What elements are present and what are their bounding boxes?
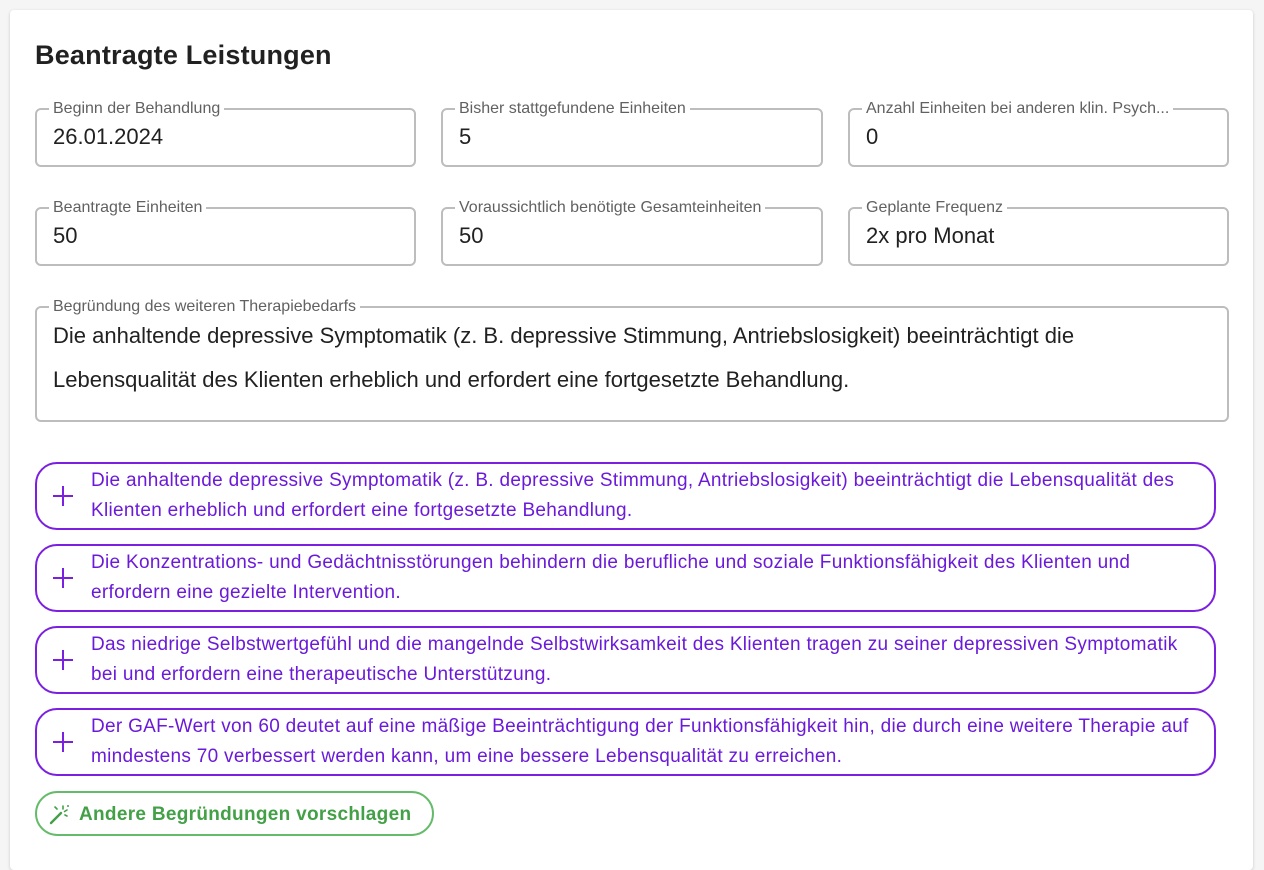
suggestion-chip[interactable]	[35, 544, 1216, 612]
start-date-label: Beginn der Behandlung	[49, 99, 224, 119]
suggestion-text: Der GAF-Wert von 60 deutet auf eine mäßige Beeinträchtigung der Funktionsfähigkeit hin, die durch eine weitere Therapie auf mindestens 70 verbessert werden kann, um eine bessere Lebensqualität zu erreichen.	[91, 716, 1189, 767]
requested-units-field[interactable]	[35, 199, 416, 266]
plus-icon	[51, 484, 75, 508]
plus-icon	[51, 730, 75, 754]
total-units-value[interactable]: 50	[459, 223, 484, 248]
completed-units-label: Bisher stattgefundene Einheiten	[455, 99, 690, 119]
plus-icon	[51, 648, 75, 672]
suggestion-chip[interactable]	[35, 462, 1216, 530]
other-psych-units-value[interactable]: 0	[866, 124, 879, 149]
justification-field[interactable]	[35, 298, 1229, 422]
frequency-label: Geplante Frequenz	[862, 198, 1007, 218]
section-title: Beantragte Leistungen	[35, 40, 332, 70]
suggestion-text: Die Konzentrations- und Gedächtnisstörungen behindern die berufliche und soziale Funktionsfähigkeit des Klienten und erfordern eine gezielte Intervention.	[91, 552, 1131, 603]
suggest-more-button[interactable]	[35, 791, 434, 836]
suggestion-chip[interactable]	[35, 708, 1216, 776]
justification-label: Begründung des weiteren Therapiebedarfs	[49, 297, 360, 317]
other-psych-units-label: Anzahl Einheiten bei anderen klin. Psych...	[862, 99, 1173, 119]
total-units-field[interactable]	[441, 199, 823, 266]
frequency-field[interactable]	[848, 199, 1229, 266]
requested-units-label: Beantragte Einheiten	[49, 198, 206, 218]
suggestion-text: Das niedrige Selbstwertgefühl und die mangelnde Selbstwirksamkeit des Klienten tragen zu seiner depressiven Symptomatik bei und erfordern eine therapeutische Unterstützung.	[91, 634, 1178, 685]
start-date-field[interactable]	[35, 100, 416, 167]
requested-units-value[interactable]: 50	[53, 223, 78, 248]
total-units-label: Voraussichtlich benötigte Gesamteinheiten	[455, 198, 765, 218]
start-date-value[interactable]: 26.01.2024	[53, 124, 164, 149]
other-psych-units-field[interactable]	[848, 100, 1229, 167]
frequency-value[interactable]: 2x pro Monat	[866, 223, 995, 248]
justification-text[interactable]: Die anhaltende depressive Symptomatik (z. B. depressive Stimmung, Antriebslosigkeit) beeinträchtigt die Lebensqualität des Klienten erheblich und erfordert eine fortgesetzte Behandlung.	[53, 323, 1075, 392]
suggestion-text: Die anhaltende depressive Symptomatik (z. B. depressive Stimmung, Antriebslosigkeit) beeinträchtigt die Lebensqualität des Klienten erheblich und erfordert eine fortgesetzte Behandlung.	[91, 470, 1175, 521]
suggest-more-label: Andere Begründungen vorschlagen	[79, 804, 412, 825]
completed-units-field[interactable]	[441, 100, 823, 167]
completed-units-value[interactable]: 5	[459, 124, 472, 149]
suggestion-chip[interactable]	[35, 626, 1216, 694]
magic-wand-icon	[47, 803, 71, 827]
plus-icon	[51, 566, 75, 590]
